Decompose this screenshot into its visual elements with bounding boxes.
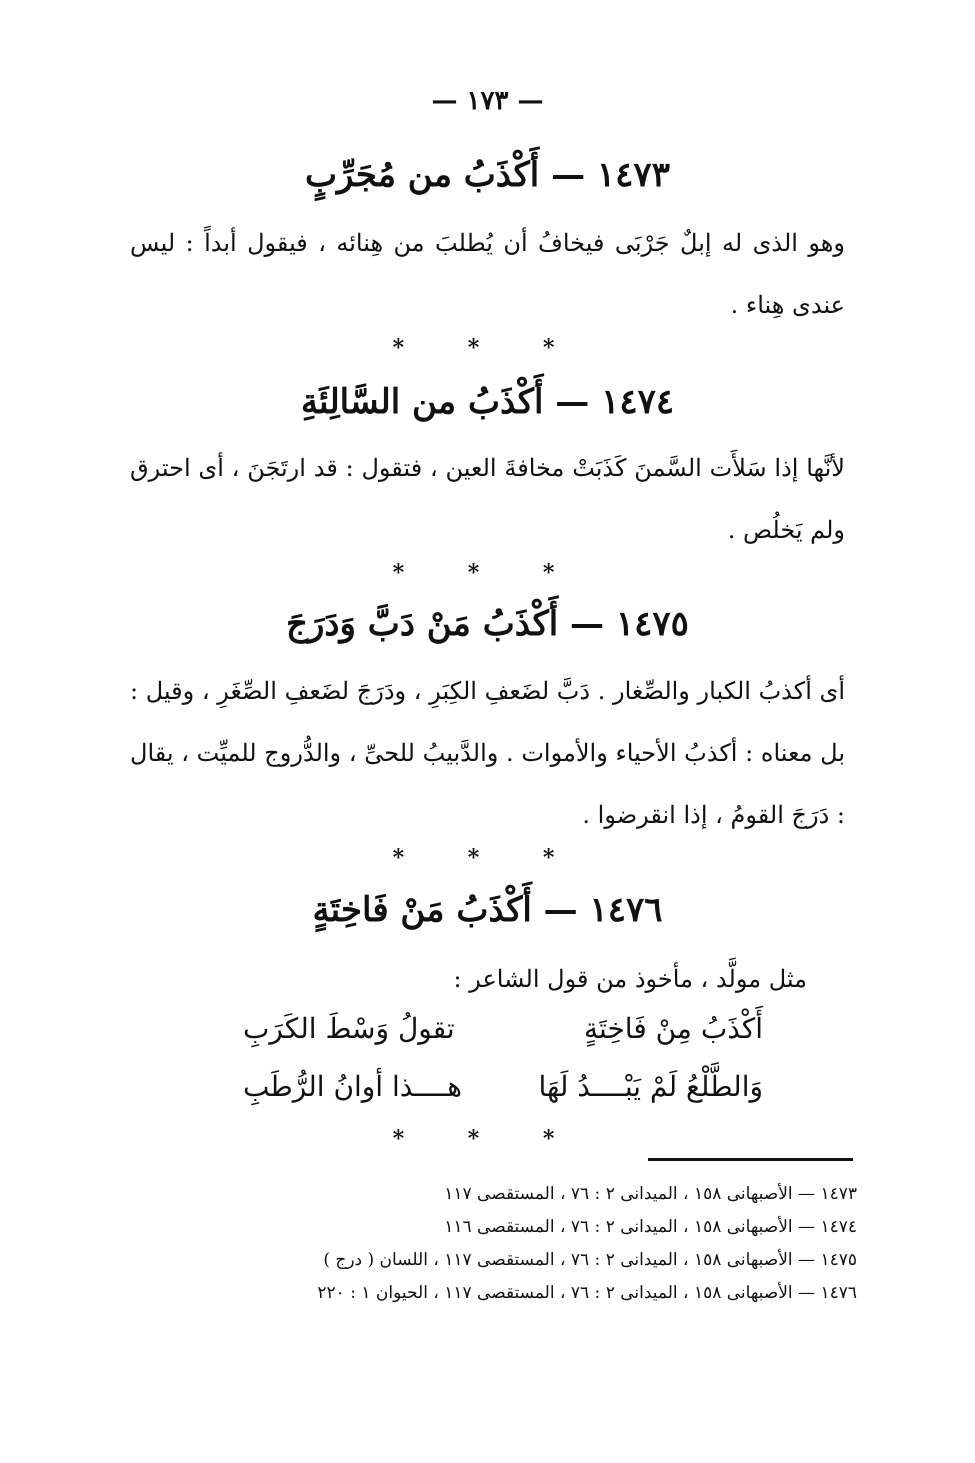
page-number: — ١٧٣ — [431, 86, 544, 116]
verse-hemistich-first: أَكْذَبُ مِنْ فَاخِتَةٍ [584, 1012, 763, 1045]
separator-stars: * * * [392, 845, 583, 871]
entry-heading-1475: ١٤٧٥ — أَكْذَبُ مَنْ دَبَّ وَدَرَجَ [286, 604, 689, 644]
footnote-1475: ١٤٧٥ — الأصبهانى ١٥٨ ، الميدانى ٢ : ٧٦ ، المستقصى ١١٧ ، اللسان ( درج ) [323, 1250, 857, 1270]
entry-heading-1474: ١٤٧٤ — أَكْذَبُ من السَّالِئَةِ [300, 382, 675, 422]
verse-hemistich-first: وَالطَّلْعُ لَمْ يَبْــــدُ لَهَا [538, 1070, 763, 1103]
footnote-1473: ١٤٧٣ — الأصبهانى ١٥٨ ، الميدانى ٢ : ٧٦ ، المستقصى ١١٧ [444, 1184, 857, 1204]
footnotes [137, 1178, 857, 1310]
footnote-1476: ١٤٧٦ — الأصبهانى ١٥٨ ، الميدانى ٢ : ٧٦ ، المستقصى ١١٧ ، الحيوان ١ : ٢٢٠ [317, 1283, 857, 1303]
verse-hemistich-second: هــــذا أوانُ الرُّطَبِ [243, 1070, 463, 1103]
poem-verse-2 [243, 1070, 763, 1103]
entry-intro-1476: مثل مولَّد ، مأخوذ من قول الشاعر : [453, 965, 807, 993]
entry-heading-1473: ١٤٧٣ — أَكْذَبُ من مُجَرِّبٍ [305, 155, 670, 195]
entry-text-1473: وهو الذى له إبلٌ جَرْبَى فيخافُ أن يُطلبَ من هِنائه ، فيقول أبداً : ليس عندى هِناء . [130, 229, 845, 319]
poem-verse-1 [243, 1012, 763, 1045]
entry-text-1475: أى أكذبُ الكبار والصِّغار . دَبَّ لضَعفِ الكِبَرِ ، ودَرَجَ لضَعفِ الصِّغَرِ ، وقيل : بل معناه : أكذبُ الأحياء والأموات . والدَّبيبُ للحىِّ ، والدُّروج للميِّت ، يقال : دَرَجَ القومُ ، إذا انقرضوا . [130, 677, 845, 829]
verse-hemistich-second: تقولُ وَسْطَ الكَرَبِ [243, 1012, 455, 1045]
separator-stars: * * * [392, 335, 583, 361]
entry-text-1474: لأنَّها إذا سَلأَت السَّمنَ كَذَبَتْ مخافةَ العين ، فتقول : قد ارتَجَنَ ، أى احترق ولم يَخلُص . [130, 454, 845, 544]
separator-stars: * * * [392, 560, 583, 586]
entry-heading-1476: ١٤٧٦ — أَكْذَبُ مَنْ فَاخِتَةٍ [312, 890, 663, 930]
footnote-divider [648, 1158, 853, 1161]
separator-stars: * * * [392, 1126, 583, 1152]
footnote-1474: ١٤٧٤ — الأصبهانى ١٥٨ ، الميدانى ٢ : ٧٦ ، المستقصى ١١٦ [444, 1217, 857, 1237]
